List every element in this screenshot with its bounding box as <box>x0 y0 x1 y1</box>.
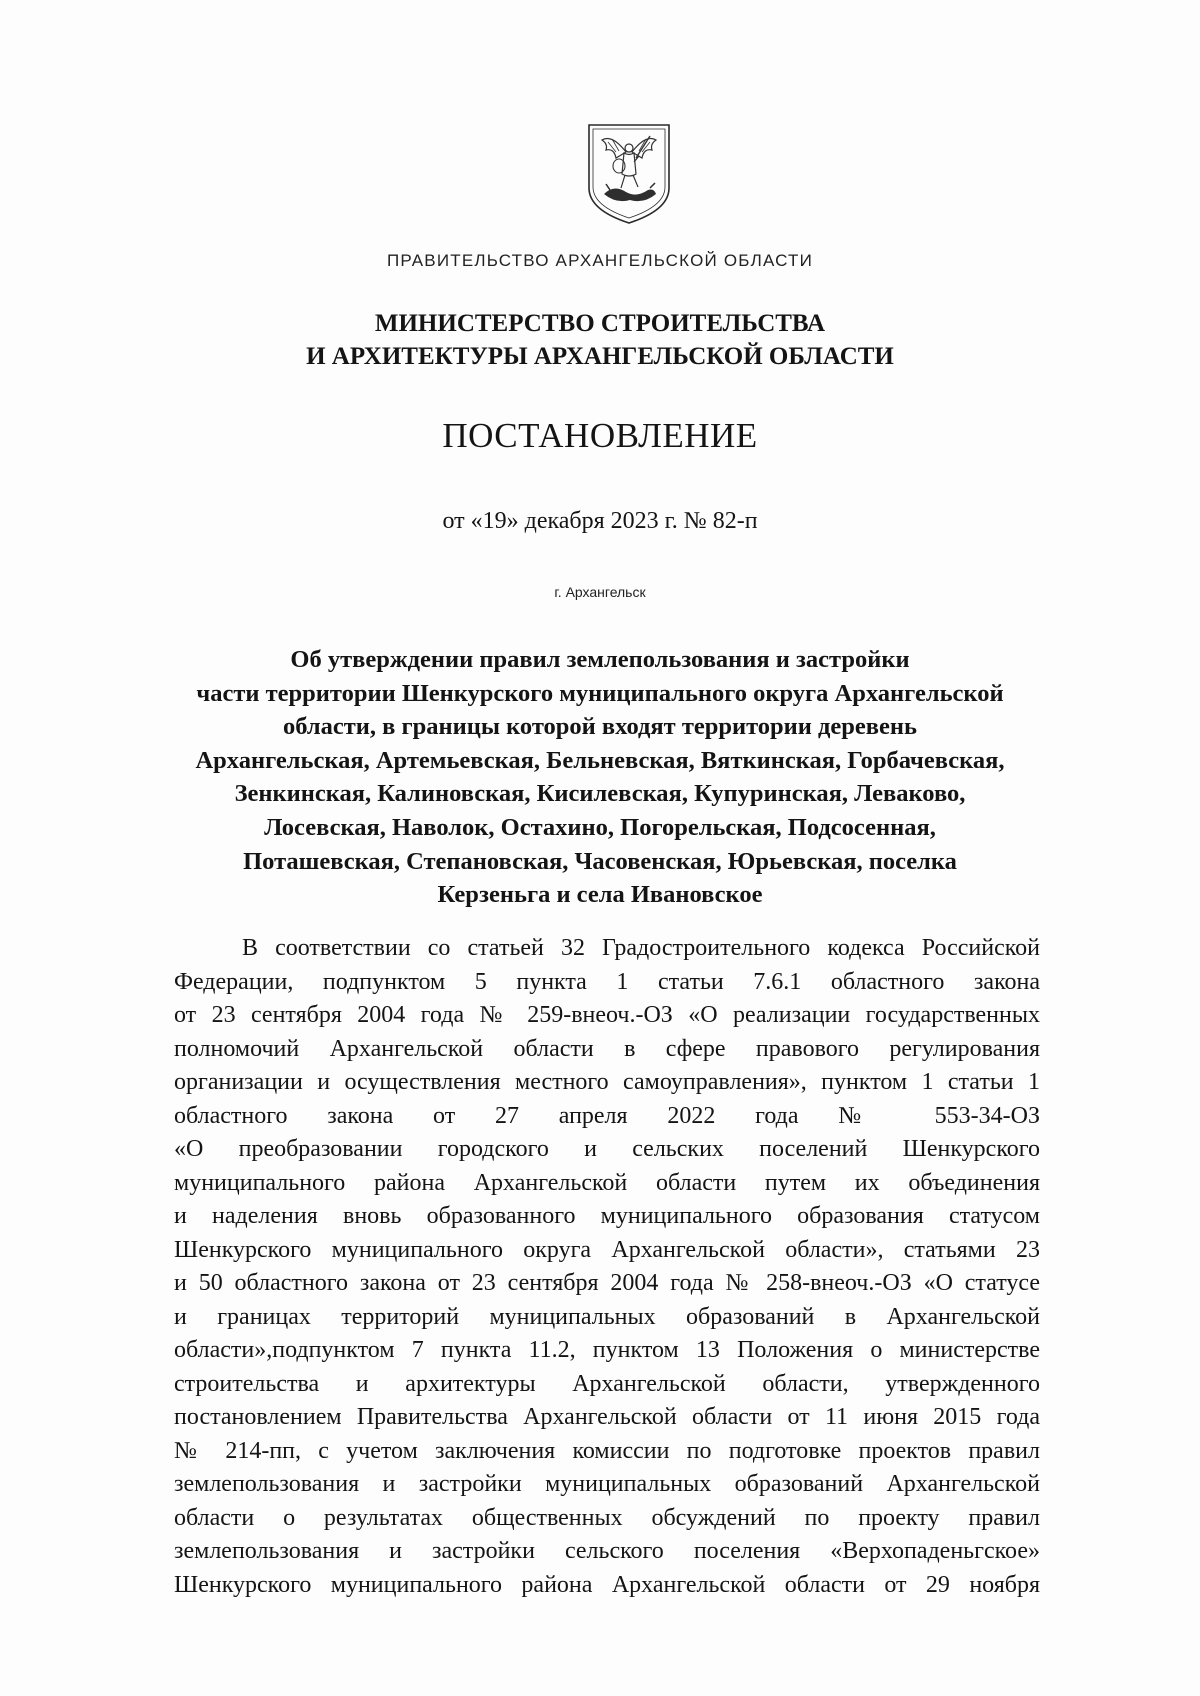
ministry-name <box>0 307 1200 373</box>
body-line: областного закона от 27 апреля 2022 года № 553-34-ОЗ <box>174 1102 1040 1129</box>
title-line: Поташевская, Степановская, Часовенская, Юрьевская, поселка <box>243 847 957 875</box>
title-line: Зенкинская, Калиновская, Кисилевская, Купуринская, Леваково, <box>234 780 966 808</box>
body-line: строительства и архитектуры Архангельской области, утвержденного <box>174 1370 1040 1397</box>
title-line: Архангельская, Артемьевская, Бельневская, Вяткинская, Горбачевская, <box>195 746 1005 774</box>
body-line: В соответствии со статьей 32 Градостроительного кодекса Российской <box>242 935 1040 961</box>
body-line: № 214-пп, с учетом заключения комиссии по подготовке проектов правил <box>174 1437 1040 1464</box>
body-line: муниципального района Архангельской области путем их объединения <box>174 1169 1040 1196</box>
body-line: и границах территорий муниципальных образований в Архангельской <box>174 1303 1040 1330</box>
document-type: ПОСТАНОВЛЕНИЕ <box>442 416 758 455</box>
body-line: полномочий Архангельской области в сфере правового регулирования <box>174 1035 1040 1062</box>
document-body-paragraph <box>174 932 1040 1602</box>
document-title <box>100 643 1100 912</box>
title-line: Лосевская, Наволок, Остахино, Погорельская, Подсосенная, <box>264 813 936 841</box>
body-line: области»,подпунктом 7 пункта 11.2, пунктом 13 Положения о министерстве <box>174 1337 1040 1363</box>
body-line: Федерации, подпунктом 5 пункта 1 статьи 7.6.1 областного закона <box>174 968 1040 995</box>
body-line: «О преобразовании городского и сельских поселений Шенкурского <box>174 1136 1040 1162</box>
body-line: Шенкурского муниципального округа Архангельской области», статьями 23 <box>174 1236 1040 1263</box>
title-line: области, в границы которой входят территории деревень <box>283 713 917 741</box>
government-name: ПРАВИТЕЛЬСТВО АРХАНГЕЛЬСКОЙ ОБЛАСТИ <box>386 251 814 270</box>
title-line: части территории Шенкурского муниципального округа Архангельской <box>196 679 1004 707</box>
coat-of-arms-icon <box>586 122 672 226</box>
ministry-name-line: МИНИСТЕРСТВО СТРОИТЕЛЬСТВА <box>374 310 826 337</box>
body-line: землепользования и застройки сельского поселения «Верхопаденьгское» <box>174 1538 1040 1564</box>
ministry-name-line: И АРХИТЕКТУРЫ АРХАНГЕЛЬСКОЙ ОБЛАСТИ <box>306 343 894 370</box>
body-line: области о результатах общественных обсуждений по проекту правил <box>174 1504 1040 1531</box>
body-line: и 50 областного закона от 23 сентября 2004 года № 258-внеоч.-ОЗ «О статусе <box>174 1270 1040 1296</box>
body-line: постановлением Правительства Архангельской области от 11 июня 2015 года <box>174 1404 1040 1430</box>
title-line: Об утверждении правил землепользования и застройки <box>290 646 910 673</box>
title-line: Керзеньга и села Ивановское <box>437 881 763 909</box>
body-line: организации и осуществления местного самоуправления», пунктом 1 статьи 1 <box>174 1069 1040 1095</box>
body-line: землепользования и застройки муниципальных образований Архангельской <box>174 1471 1040 1497</box>
document-date-number: от «19» декабря 2023 г. № 82-п <box>442 508 758 534</box>
body-line: Шенкурского муниципального района Архангельской области от 29 ноября <box>174 1571 1040 1598</box>
body-line: и наделения вновь образованного муниципального образования статусом <box>174 1203 1040 1229</box>
body-line: от 23 сентября 2004 года № 259-внеоч.-ОЗ «О реализации государственных <box>174 1002 1040 1028</box>
document-city: г. Архангельск <box>554 584 646 600</box>
